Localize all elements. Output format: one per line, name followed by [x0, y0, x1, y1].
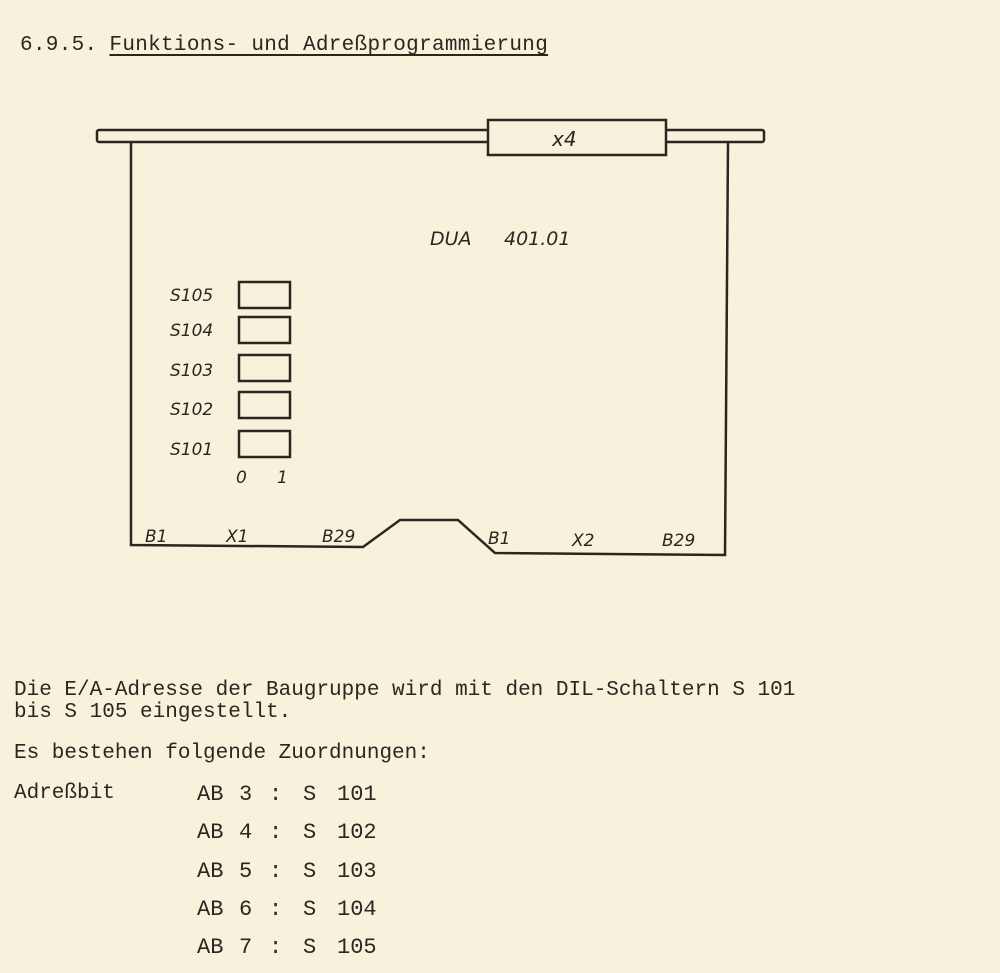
switch-position-1: 1 — [277, 468, 288, 488]
mapping-switch: 103 — [337, 859, 377, 884]
mapping-s: S — [303, 859, 317, 884]
edge-label-b29-left: B29 — [322, 527, 356, 547]
mapping-separator: : — [269, 782, 283, 807]
mapping-ab: AB — [197, 820, 224, 845]
mapping-s: S — [303, 935, 317, 960]
mapping-intro: Es bestehen folgende Zuordnungen: — [14, 742, 430, 765]
mapping-bit: 7 — [239, 935, 253, 960]
mapping-switch: 101 — [337, 782, 377, 807]
switch-box-s103 — [239, 355, 290, 381]
section-title: Funktions- und Adreßprogrammierung — [109, 34, 549, 57]
switch-box-s101 — [239, 431, 290, 457]
connector-x4-label: x4 — [552, 127, 577, 151]
description-line-2: bis S 105 eingestellt. — [14, 701, 292, 724]
mapping-switch: 105 — [337, 935, 377, 960]
switch-label-s101: S101 — [170, 440, 214, 460]
switch-label-s102: S102 — [170, 400, 214, 420]
edge-label-x2: X2 — [572, 531, 595, 551]
mapping-separator: : — [269, 859, 283, 884]
switch-box-s102 — [239, 392, 290, 418]
mapping-separator: : — [269, 935, 283, 960]
edge-label-b1-right: B1 — [488, 529, 511, 549]
switch-label-s104: S104 — [170, 321, 214, 341]
mapping-row — [197, 820, 377, 845]
section-number: 6.9.5. — [20, 34, 98, 57]
mapping-separator: : — [269, 820, 283, 845]
mapping-row — [197, 782, 377, 807]
mapping-ab: AB — [197, 897, 224, 922]
mapping-row — [197, 859, 377, 884]
mapping-ab: AB — [197, 935, 224, 960]
mapping-s: S — [303, 820, 317, 845]
connector-x4-box — [488, 120, 666, 155]
switch-box-s104 — [239, 317, 290, 343]
board-label: DUA — [430, 228, 472, 250]
mapping-separator: : — [269, 897, 283, 922]
mapping-s: S — [303, 782, 317, 807]
description-paragraph — [14, 680, 795, 724]
edge-label-b29-right: B29 — [662, 531, 696, 551]
mapping-bit: 3 — [239, 782, 253, 807]
address-bit-label: Adreßbit — [14, 782, 115, 805]
mapping-row — [197, 897, 377, 922]
board-outline — [131, 142, 728, 555]
edge-label-b1-left: B1 — [145, 527, 168, 547]
switch-label-s103: S103 — [170, 361, 214, 381]
switch-position-0: 0 — [236, 468, 247, 488]
mapping-s: S — [303, 897, 317, 922]
switch-label-s105: S105 — [170, 286, 214, 306]
mapping-row — [197, 935, 377, 960]
mapping-switch: 104 — [337, 897, 377, 922]
switch-box-s105 — [239, 282, 290, 308]
mapping-ab: AB — [197, 859, 224, 884]
board-number: 401.01 — [504, 228, 571, 250]
mapping-bit: 5 — [239, 859, 253, 884]
description-line-1: Die E/A-Adresse der Baugruppe wird mit den DIL-Schaltern S 101 — [14, 679, 796, 702]
edge-label-x1: X1 — [226, 527, 249, 547]
mapping-switch: 102 — [337, 820, 377, 845]
mapping-ab: AB — [197, 782, 224, 807]
mapping-bit: 4 — [239, 820, 253, 845]
mapping-bit: 6 — [239, 897, 253, 922]
